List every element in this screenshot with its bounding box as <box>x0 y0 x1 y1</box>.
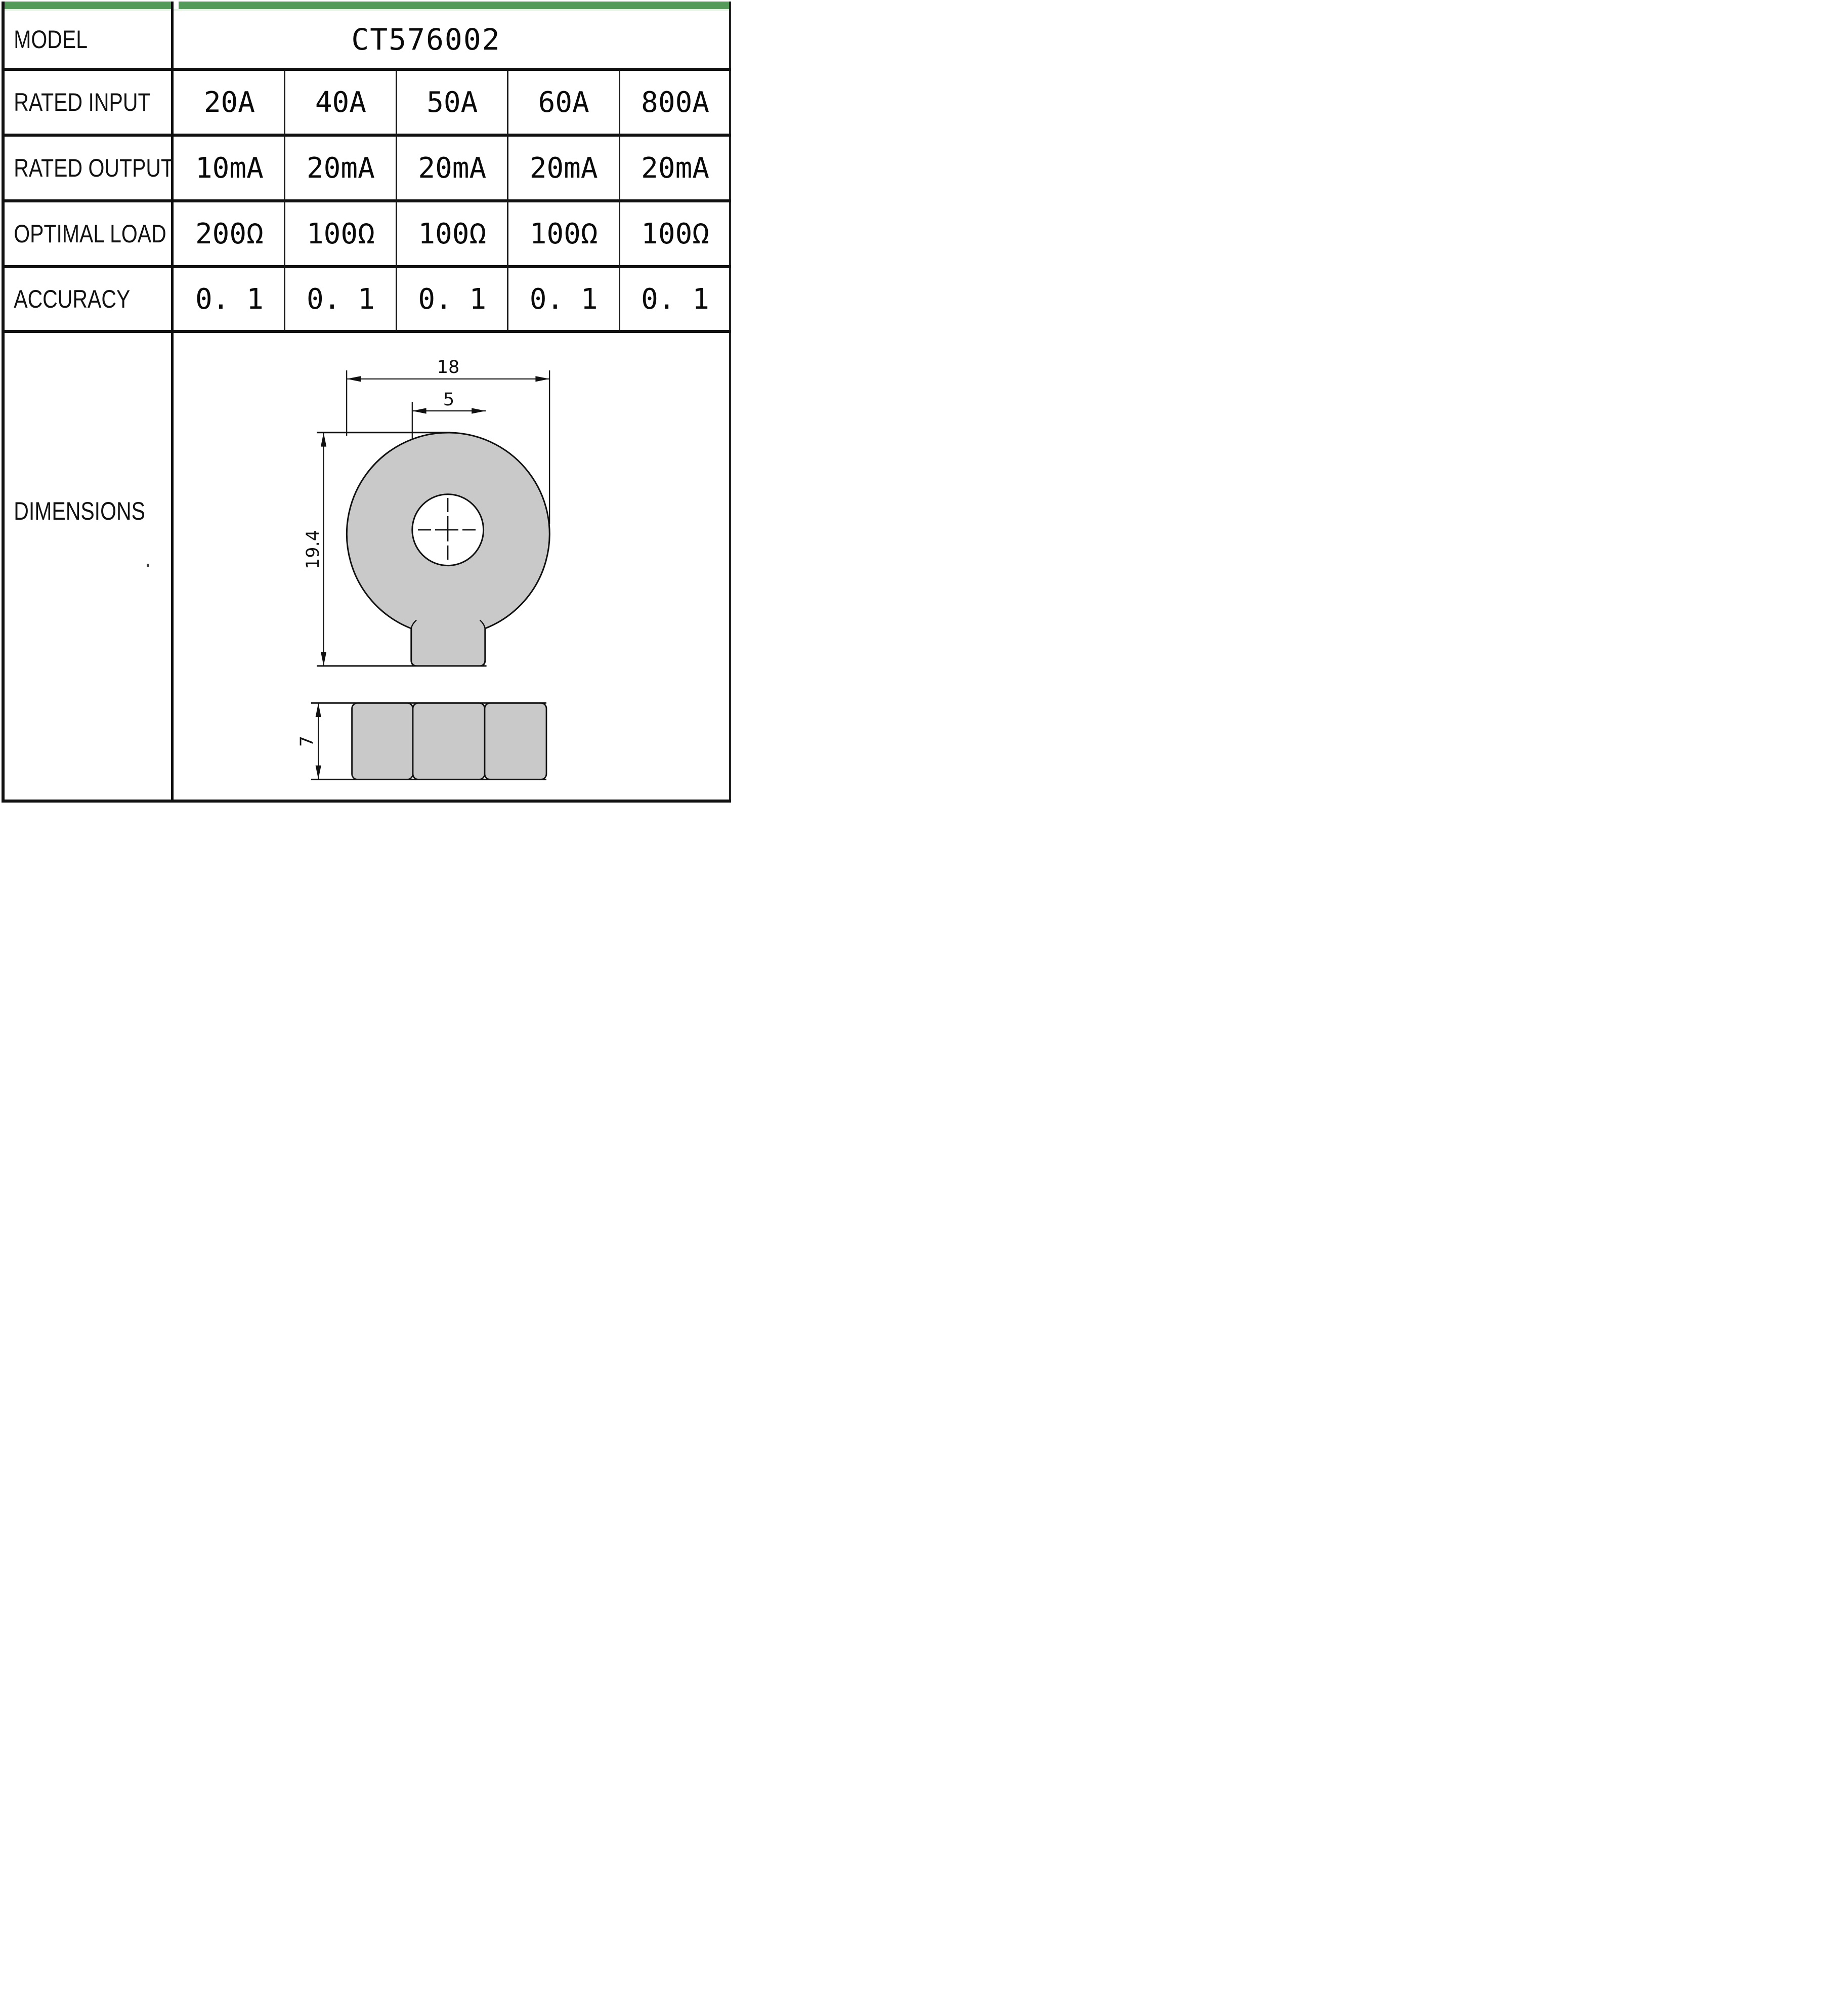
cell-rated-input-5: 800A <box>641 86 710 119</box>
neck-hook-right <box>480 620 485 629</box>
cell-accuracy-3: 0. 1 <box>418 282 487 316</box>
row-label-rated-input: RATED INPUT <box>14 88 151 116</box>
row-label-dimensions: DIMENSIONS <box>14 497 145 525</box>
cell-rated-input-1: 20A <box>203 86 255 119</box>
cell-optimal-load-2: 100Ω <box>306 217 375 250</box>
cell-optimal-load-4: 100Ω <box>529 217 598 250</box>
dim-text-height: 19.4 <box>303 530 323 569</box>
dim-text-width: 18 <box>437 357 460 377</box>
row-divider <box>2 330 731 333</box>
dimension-arrows <box>316 376 550 779</box>
row-label-rated-output: RATED OUTPUT <box>14 154 174 182</box>
cell-accuracy-5: 0. 1 <box>641 282 710 316</box>
center-hole <box>412 494 484 566</box>
stray-dot <box>147 564 149 567</box>
row-label-accuracy: ACCURACY <box>14 285 131 313</box>
toroid-side-view <box>311 703 546 779</box>
cell-accuracy-1: 0. 1 <box>195 282 264 316</box>
table-border-left <box>2 2 5 803</box>
table-border-bottom <box>2 800 731 803</box>
cell-rated-output-1: 10mA <box>195 151 264 185</box>
cell-rated-input-3: 50A <box>426 86 478 119</box>
cell-optimal-load-1: 200Ω <box>195 217 264 250</box>
green-accent-bar-left <box>2 2 171 9</box>
toroid-front-view <box>347 433 549 666</box>
cell-optimal-load-5: 100Ω <box>641 217 710 250</box>
neck-hook-left <box>411 620 416 629</box>
green-accent-bar-right <box>179 2 731 9</box>
cell-accuracy-4: 0. 1 <box>529 282 598 316</box>
row-label-optimal-load: OPTIMAL LOAD <box>14 220 166 248</box>
cell-rated-output-4: 20mA <box>529 151 598 185</box>
cell-optimal-load-3: 100Ω <box>418 217 487 250</box>
row-label-model: MODEL <box>14 25 88 54</box>
dim-text-thickness: 7 <box>297 735 317 747</box>
cell-rated-output-3: 20mA <box>418 151 487 185</box>
cell-rated-input-4: 60A <box>538 86 589 119</box>
cell-accuracy-2: 0. 1 <box>306 282 375 316</box>
cell-rated-input-2: 40A <box>315 86 366 119</box>
ct-spec-sheet <box>0 0 734 807</box>
cell-rated-output-2: 20mA <box>306 151 375 185</box>
dim-text-hole: 5 <box>443 390 455 410</box>
cell-rated-output-5: 20mA <box>641 151 710 185</box>
model-value: CT576002 <box>351 22 501 57</box>
